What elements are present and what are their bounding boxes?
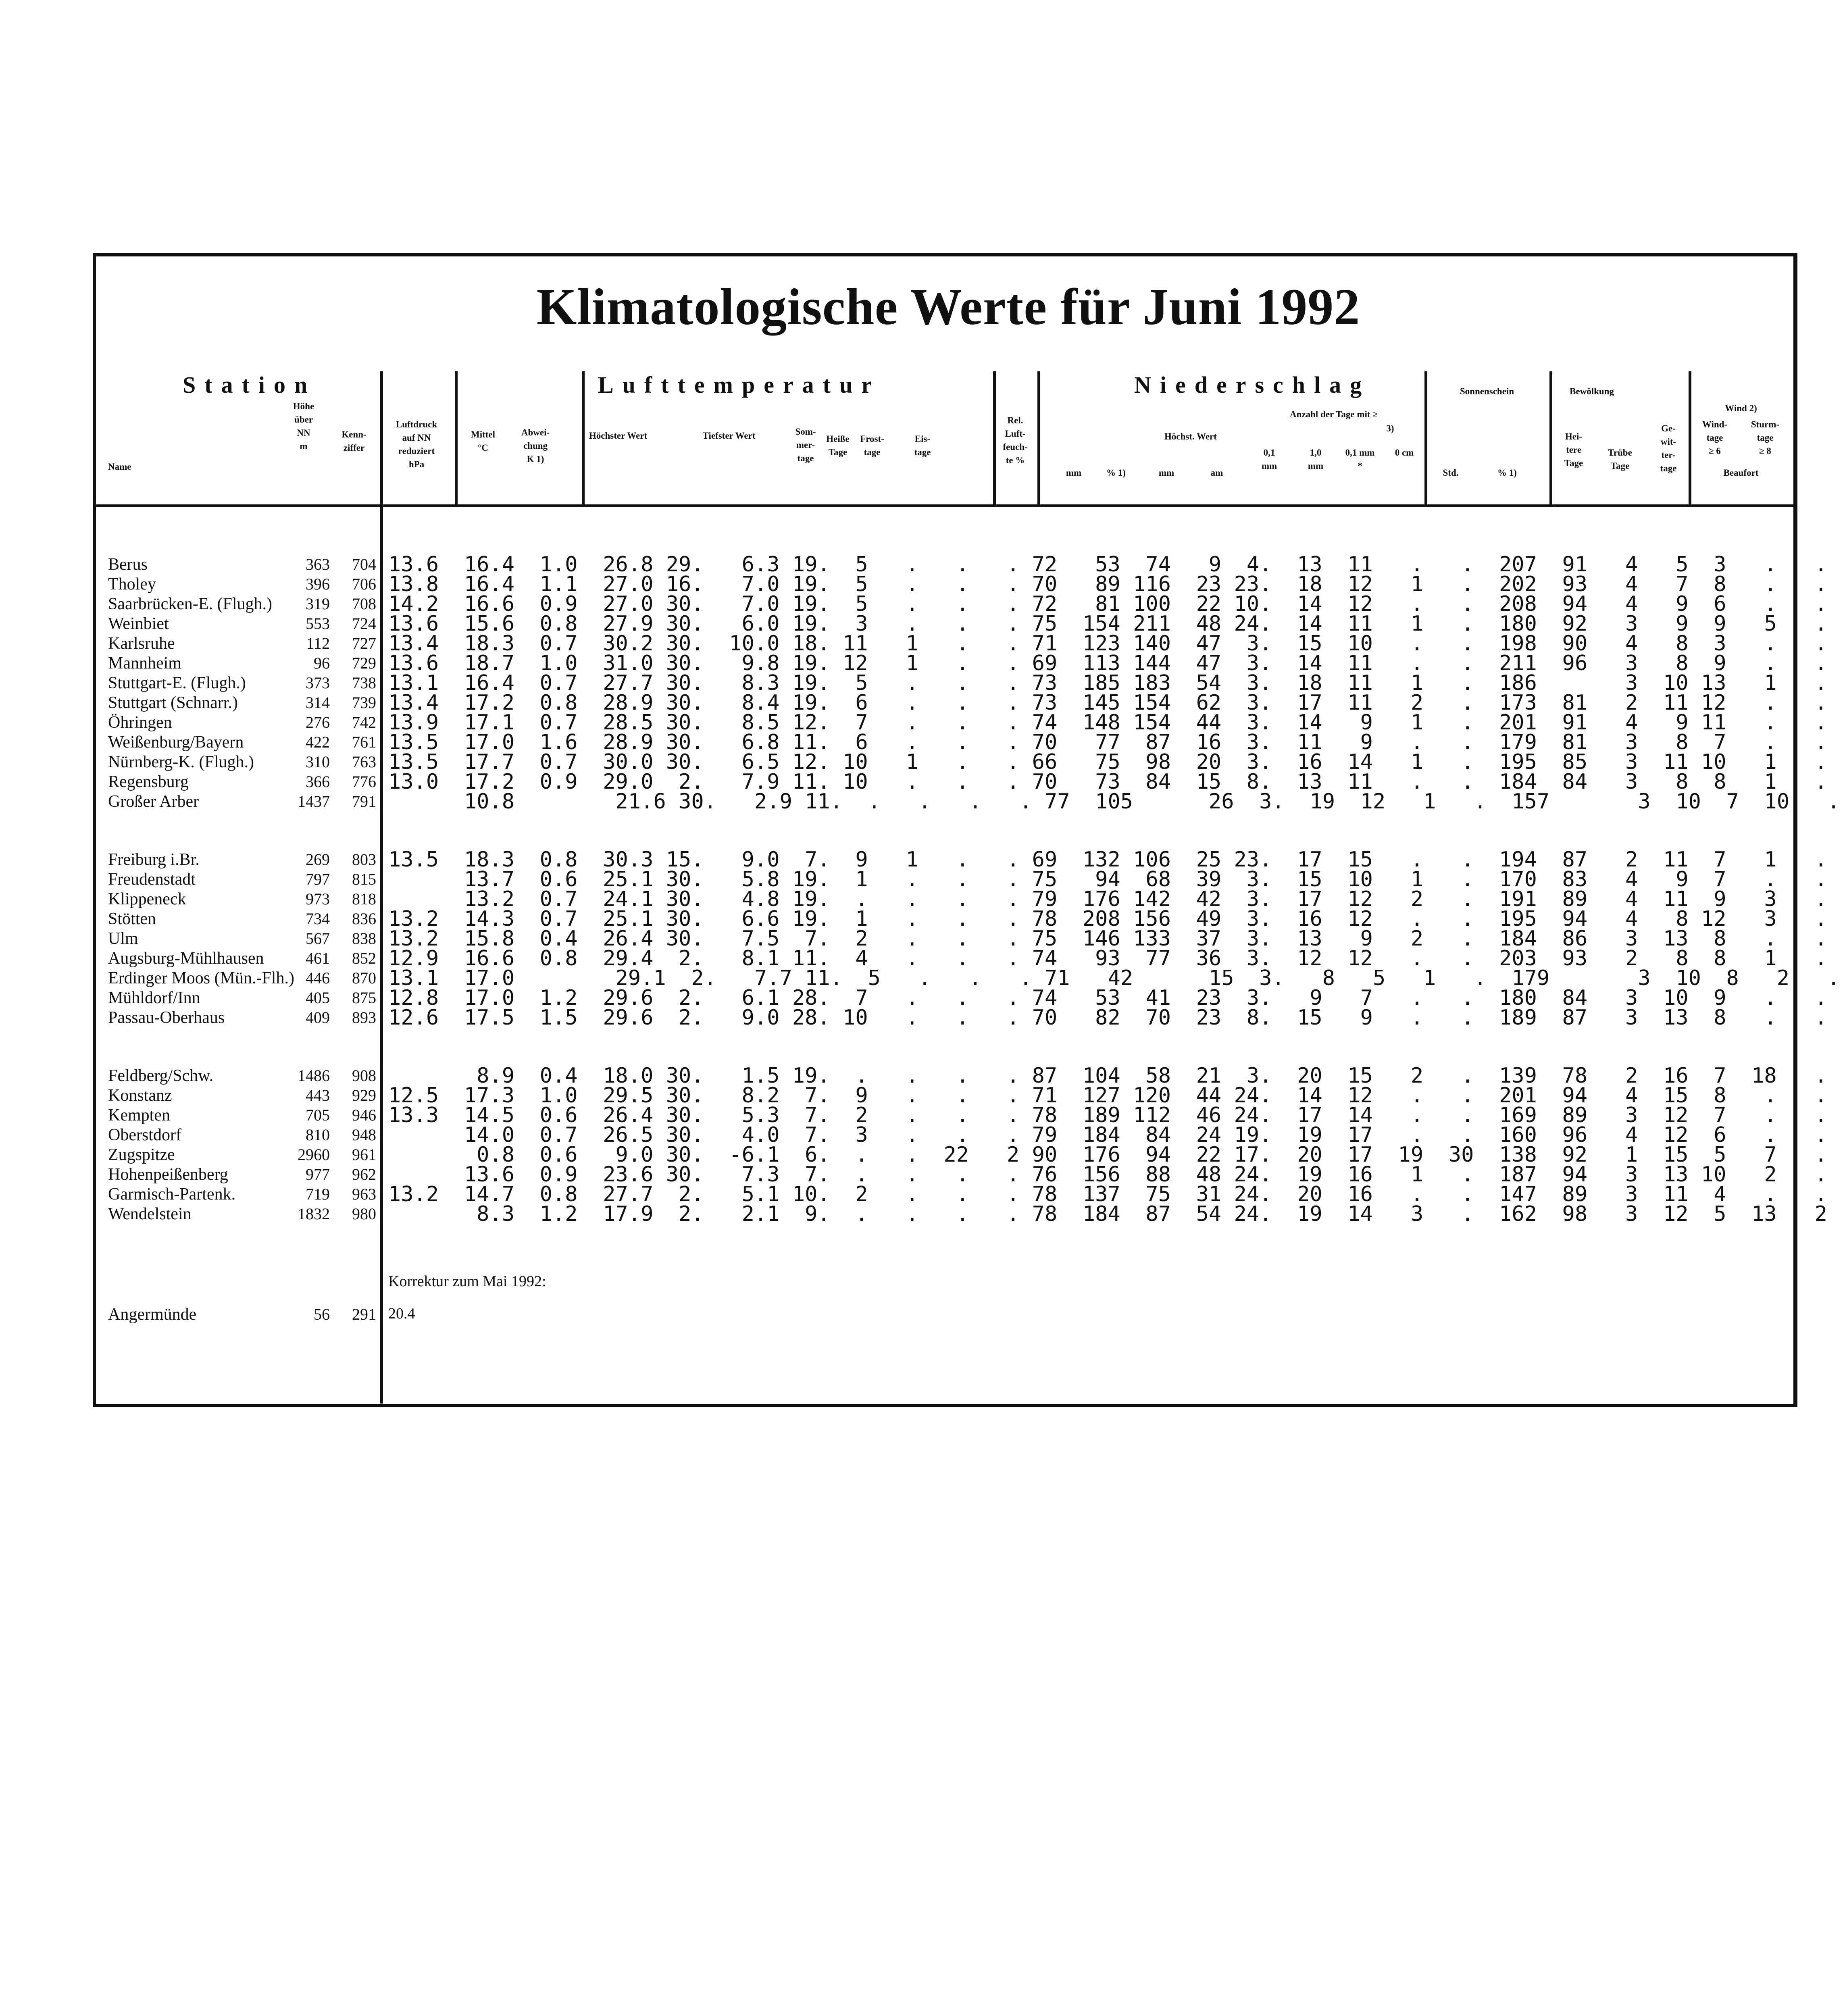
station-kennziffer: 739 <box>352 694 376 712</box>
correction-station-hoehe: 56 <box>314 1305 330 1323</box>
station-values: 13.6 0.9 23.6 30. 7.3 7. . . . . 76 156 88 48 24. 19 16 1 . 187 94 3 13 10 2 . <box>388 1162 1827 1187</box>
station-kennziffer: 803 <box>352 850 376 868</box>
station-hoehe: 112 <box>306 634 330 652</box>
subheader-rel-feuchte: Rel. Luft- feuch- te % <box>1003 415 1028 465</box>
subheader-heisse-tage: Heiße Tage <box>826 434 850 457</box>
station-kennziffer: 763 <box>352 753 376 771</box>
subheader-mm2: mm <box>1158 468 1174 478</box>
station-kennziffer: 961 <box>352 1145 376 1164</box>
station-name: Weißenburg/Bayern <box>108 733 244 752</box>
page-title: Klimatologische Werte für Juni 1992 <box>536 278 1360 335</box>
station-values: 13.2 15.8 0.4 26.4 30. 7.5 7. 2 . . . 75 146 133 37 3. 13 9 2 . 184 86 3 13 8 . . <box>388 927 1827 951</box>
station-hoehe: 719 <box>306 1185 330 1203</box>
subheader-am2: am <box>1210 468 1223 478</box>
station-values: 13.5 18.3 0.8 30.3 15. 9.0 7. 9 1 . . 69 132 106 25 23. 17 15 . . 194 87 2 11 7 1 . <box>388 848 1827 872</box>
subheader-ge01-snow: 0,1 mm * <box>1345 448 1375 471</box>
station-values: 13.8 16.4 1.1 27.0 16. 7.0 19. 5 . . . 70 89 116 23 23. 18 12 1 . 202 93 4 7 8 . . <box>388 572 1827 596</box>
station-name: Weinbiet <box>108 614 169 633</box>
station-values: 13.7 0.6 25.1 30. 5.8 19. 1 . . . 75 94 68 39 3. 15 10 1 . 170 83 4 9 7 . . <box>388 867 1827 891</box>
station-hoehe: 269 <box>306 850 330 868</box>
station-hoehe: 443 <box>306 1086 330 1104</box>
station-name: Hohenpeißenberg <box>108 1165 228 1184</box>
station-hoehe: 461 <box>306 949 330 967</box>
subheader-eistage: Eis- tage <box>914 434 931 457</box>
station-name: Karlsruhe <box>108 634 175 653</box>
subheader-frosttage: Frost- tage <box>860 434 884 457</box>
subheader-truebe: Trübe Tage <box>1608 448 1632 471</box>
station-name: Ulm <box>108 929 138 948</box>
station-kennziffer: 838 <box>352 929 376 948</box>
station-kennziffer: 815 <box>352 870 376 888</box>
station-name: Saarbrücken-E. (Flugh.) <box>108 595 273 613</box>
group-header-niederschlag: Niederschlag <box>1134 372 1371 398</box>
subheader-kennziffer: Kenn- ziffer <box>342 429 367 453</box>
subheader-luftdruck: Luftdruck auf NN reduziert hPa <box>396 419 437 469</box>
station-values: 10.8 21.6 30. 2.9 11. . . . . 77 105 26 3. 19 12 1 . 157 3 10 7 10 . <box>388 789 1840 814</box>
correction-station-name: Angermünde <box>108 1305 197 1324</box>
station-hoehe: 310 <box>306 753 330 771</box>
station-hoehe: 363 <box>306 555 330 573</box>
station-kennziffer: 963 <box>352 1185 376 1203</box>
station-name: Stuttgart (Schnarr.) <box>108 694 238 712</box>
station-kennziffer: 704 <box>352 555 376 573</box>
station-name: Zugspitze <box>108 1145 175 1164</box>
station-kennziffer: 852 <box>352 949 376 967</box>
station-hoehe: 405 <box>306 989 330 1007</box>
subheader-hoechst-wert: Höchst. Wert <box>1164 431 1217 442</box>
station-values: 0.8 0.6 9.0 30. -6.1 6. . . 22 2 90 176 94 22 17. 20 17 19 30 138 92 1 15 5 7 . <box>388 1143 1827 1167</box>
subheader-prozent1b: % 1) <box>1497 468 1517 478</box>
station-kennziffer: 980 <box>352 1205 376 1223</box>
station-values: 13.6 18.7 1.0 31.0 30. 9.8 19. 12 1 . . 69 113 144 47 3. 14 11 . . 211 96 3 8 9 . . <box>388 651 1827 675</box>
station-hoehe: 96 <box>314 654 330 672</box>
group-header-station: Station <box>183 372 317 398</box>
station-name: Öhringen <box>108 713 172 732</box>
station-name: Wendelstein <box>108 1205 192 1223</box>
subheader-ge0cm: 0 cm <box>1395 448 1414 458</box>
station-name: Augsburg-Mühlhausen <box>108 949 264 968</box>
station-values: 13.5 17.7 0.7 30.0 30. 6.5 12. 10 1 . . 66 75 98 20 3. 16 14 1 . 195 85 3 11 10 1 . <box>388 750 1827 774</box>
subheader-wind: Wind 2) <box>1725 403 1757 413</box>
correction-value: 20.4 <box>388 1305 415 1322</box>
subheader-anzahl-tage: Anzahl der Tage mit ≥ <box>1290 409 1378 419</box>
station-name: Klippeneck <box>108 890 186 908</box>
station-values: 13.0 17.2 0.9 29.0 2. 7.9 11. 10 . . . 70 73 84 15 8. 13 11 . . 184 84 3 8 8 1 . <box>388 770 1827 794</box>
subheader-std: Std. <box>1443 468 1459 478</box>
station-name: Passau-Oberhaus <box>108 1008 225 1027</box>
station-name: Feldberg/Schw. <box>108 1066 214 1085</box>
station-kennziffer: 706 <box>352 575 376 593</box>
station-values: 8.3 1.2 17.9 2. 2.1 9. . . . . 78 184 87 54 24. 19 14 3 . 162 98 3 12 5 13 2 <box>388 1202 1827 1226</box>
station-hoehe: 319 <box>306 595 330 613</box>
station-kennziffer: 875 <box>352 989 376 1007</box>
station-values: 12.6 17.5 1.5 29.6 2. 9.0 28. 10 . . . 70 82 70 23 8. 15 9 . . 189 87 3 13 8 . . <box>388 1006 1827 1030</box>
station-values: 14.0 0.7 26.5 30. 4.0 7. 3 . . . 79 184 84 24 19. 19 17 . . 160 96 4 12 6 . . <box>388 1123 1827 1147</box>
station-hoehe: 705 <box>306 1106 330 1124</box>
station-values: 8.9 0.4 18.0 30. 1.5 19. . . . . 87 104 58 21 3. 20 15 2 . 139 78 2 16 7 18 . <box>388 1064 1827 1088</box>
station-kennziffer: 870 <box>352 969 376 987</box>
station-name: Kempten <box>108 1106 170 1125</box>
station-kennziffer: 727 <box>352 634 376 652</box>
subheader-abweichung: Abwei- chung K 1) <box>521 427 550 464</box>
station-values: 13.5 17.0 1.6 28.9 30. 6.8 11. 6 . . . 70 77 87 16 3. 11 9 . . 179 81 3 8 7 . . <box>388 730 1827 754</box>
climate-table-frame <box>93 253 1840 1407</box>
station-kennziffer: 738 <box>352 674 376 692</box>
station-name: Konstanz <box>108 1086 172 1105</box>
station-name: Freudenstadt <box>108 870 196 889</box>
subheader-windtage: Wind- tage ≥ 6 <box>1702 419 1728 456</box>
station-hoehe: 409 <box>306 1008 330 1027</box>
station-kennziffer: 729 <box>352 654 376 672</box>
subheader-beaufort: Beaufort <box>1723 468 1759 478</box>
station-kennziffer: 761 <box>352 733 376 751</box>
subheader-name: Name <box>108 462 131 472</box>
subheader-gewitter: Ge- wit- ter- tage <box>1660 423 1677 473</box>
correction-station-kenn: 291 <box>352 1305 376 1323</box>
station-hoehe: 314 <box>306 694 330 712</box>
station-kennziffer: 908 <box>352 1066 376 1085</box>
station-name: Freiburg i.Br. <box>108 850 200 869</box>
column-rule-sonne <box>1549 371 1552 504</box>
station-hoehe: 366 <box>306 773 330 791</box>
station-values: 12.8 17.0 1.2 29.6 2. 6.1 28. 7 . . . 74 53 41 23 3. 9 7 . . 180 84 3 10 9 . . <box>388 986 1827 1010</box>
station-hoehe: 973 <box>306 890 330 908</box>
station-hoehe: 422 <box>306 733 330 751</box>
station-name: Nürnberg-K. (Flugh.) <box>108 753 254 771</box>
station-values: 13.4 18.3 0.7 30.2 30. 10.0 18. 11 1 . . 71 123 140 47 3. 15 10 . . 198 90 4 8 3 . . <box>388 631 1827 656</box>
station-kennziffer: 742 <box>352 713 376 731</box>
station-hoehe: 1486 <box>298 1066 330 1085</box>
subheader-ge10: 1,0 mm <box>1308 448 1324 471</box>
station-values: 14.2 16.6 0.9 27.0 30. 7.0 19. 5 . . . 72 81 100 22 10. 14 12 . . 208 94 4 9 6 . . <box>388 592 1827 616</box>
subheader-mm: mm <box>1066 468 1082 478</box>
subheader-tiefster: Tiefster Wert <box>702 431 756 441</box>
station-values: 13.4 17.2 0.8 28.9 30. 8.4 19. 6 . . . 73 145 154 62 3. 17 11 2 . 173 81 2 11 12 . . <box>388 691 1827 715</box>
station-kennziffer: 724 <box>352 614 376 633</box>
station-values: 12.5 17.3 1.0 29.5 30. 8.2 7. 9 . . . 71 127 120 44 24. 14 12 . . 201 94 4 15 8 . . <box>388 1083 1827 1108</box>
station-kennziffer: 818 <box>352 890 376 908</box>
station-kennziffer: 946 <box>352 1106 376 1124</box>
station-name: Erdinger Moos (Mün.-Flh.) <box>108 969 294 987</box>
station-hoehe: 553 <box>306 614 330 633</box>
station-name: Regensburg <box>108 773 189 791</box>
header-rule <box>96 504 1793 507</box>
subheader-sturmtage: Sturm- tage ≥ 8 <box>1751 419 1780 456</box>
station-values: 13.6 16.4 1.0 26.8 29. 6.3 19. 5 . . . 72 53 74 9 4. 13 11 . . 207 91 4 5 3 . . <box>388 552 1827 577</box>
station-values: 13.3 14.5 0.6 26.4 30. 5.3 7. 2 . . . 78 189 112 46 24. 17 14 . . 169 89 3 12 7 . . <box>388 1103 1827 1127</box>
station-values: 13.1 17.0 29.1 2. 7.7 11. 5 . . . 71 42 15 3. 8 5 1 . 179 3 10 8 2 . <box>388 966 1840 990</box>
column-rule-mittel <box>582 371 585 504</box>
group-header-sonnenschein: Sonnenschein <box>1460 386 1514 396</box>
station-kennziffer: 836 <box>352 910 376 928</box>
station-kennziffer: 791 <box>352 792 376 810</box>
station-name: Stuttgart-E. (Flugh.) <box>108 674 246 692</box>
station-values: 13.9 17.1 0.7 28.5 30. 8.5 12. 7 . . . 74 148 154 44 3. 14 9 1 . 201 91 4 9 11 . . <box>388 710 1827 735</box>
subheader-ge01: 0,1 mm <box>1261 448 1277 471</box>
subheader-hoechster: Höchster Wert <box>589 431 648 441</box>
station-name: Stötten <box>108 910 156 928</box>
correction-label: Korrektur zum Mai 1992: <box>388 1273 546 1290</box>
station-kennziffer: 893 <box>352 1008 376 1027</box>
station-hoehe: 396 <box>306 575 330 593</box>
station-kennziffer: 929 <box>352 1086 376 1104</box>
subheader-fn3: 3) <box>1386 423 1394 433</box>
station-name: Mannheim <box>108 654 181 673</box>
station-hoehe: 1832 <box>298 1205 330 1223</box>
station-name: Oberstdorf <box>108 1126 181 1144</box>
station-values: 13.6 15.6 0.8 27.9 30. 6.0 19. 3 . . . 75 154 211 48 24. 14 11 1 . 180 92 3 9 9 5 . <box>388 612 1827 636</box>
station-hoehe: 567 <box>306 929 330 948</box>
station-values: 13.2 14.7 0.8 27.7 2. 5.1 10. 2 . . . 78 137 75 31 24. 20 16 . . 147 89 3 11 4 . . <box>388 1182 1827 1206</box>
station-hoehe: 373 <box>306 674 330 692</box>
station-name: Berus <box>108 555 148 574</box>
station-name: Tholey <box>108 575 156 594</box>
station-hoehe: 276 <box>306 713 330 731</box>
station-kennziffer: 708 <box>352 595 376 613</box>
column-rule-luftdruck <box>455 371 458 504</box>
station-values: 13.1 16.4 0.7 27.7 30. 8.3 19. 5 . . . 73 185 183 54 3. 18 11 1 . 186 3 10 13 1 . <box>388 671 1827 695</box>
station-hoehe: 977 <box>306 1165 330 1183</box>
station-kennziffer: 948 <box>352 1126 376 1144</box>
subheader-prozent1: % 1) <box>1106 468 1126 478</box>
column-rule-temperatur <box>993 371 996 504</box>
station-name: Großer Arber <box>108 792 199 811</box>
column-rule-station <box>380 371 383 1404</box>
station-name: Mühldorf/Inn <box>108 989 200 1007</box>
station-hoehe: 1437 <box>298 792 330 810</box>
station-hoehe: 810 <box>306 1126 330 1144</box>
station-values: 12.9 16.6 0.8 29.4 2. 8.1 11. 4 . . . 74 93 77 36 3. 12 12 . . 203 93 2 8 8 1 . <box>388 946 1827 971</box>
station-hoehe: 446 <box>306 969 330 987</box>
subheader-hoehe: Höhe über NN m <box>293 401 314 451</box>
station-values: 13.2 14.3 0.7 25.1 30. 6.6 19. 1 . . . 78 208 156 49 3. 16 12 . . 195 94 4 8 12 3 . <box>388 907 1827 931</box>
column-rule-feuchte <box>1037 371 1040 504</box>
column-rule-niederschlag <box>1424 371 1427 504</box>
subheader-sommertage: Som- mer- tage <box>795 427 816 463</box>
subheader-heitere: Hei- tere Tage <box>1564 431 1583 468</box>
station-hoehe: 2960 <box>298 1145 330 1164</box>
group-header-bewoelkung: Bewölkung <box>1570 386 1614 396</box>
subheader-mittel: Mittel °C <box>471 429 495 453</box>
station-hoehe: 734 <box>306 910 330 928</box>
station-kennziffer: 776 <box>352 773 376 791</box>
station-name: Garmisch-Partenk. <box>108 1185 236 1204</box>
station-kennziffer: 962 <box>352 1165 376 1183</box>
group-header-lufttemperatur: Lufttemperatur <box>598 372 881 398</box>
column-rule-bewoelkung <box>1689 371 1691 504</box>
station-hoehe: 797 <box>306 870 330 888</box>
station-values: 13.2 0.7 24.1 30. 4.8 19. . . . . 79 176 142 42 3. 17 12 2 . 191 89 4 11 9 3 . <box>388 887 1827 911</box>
